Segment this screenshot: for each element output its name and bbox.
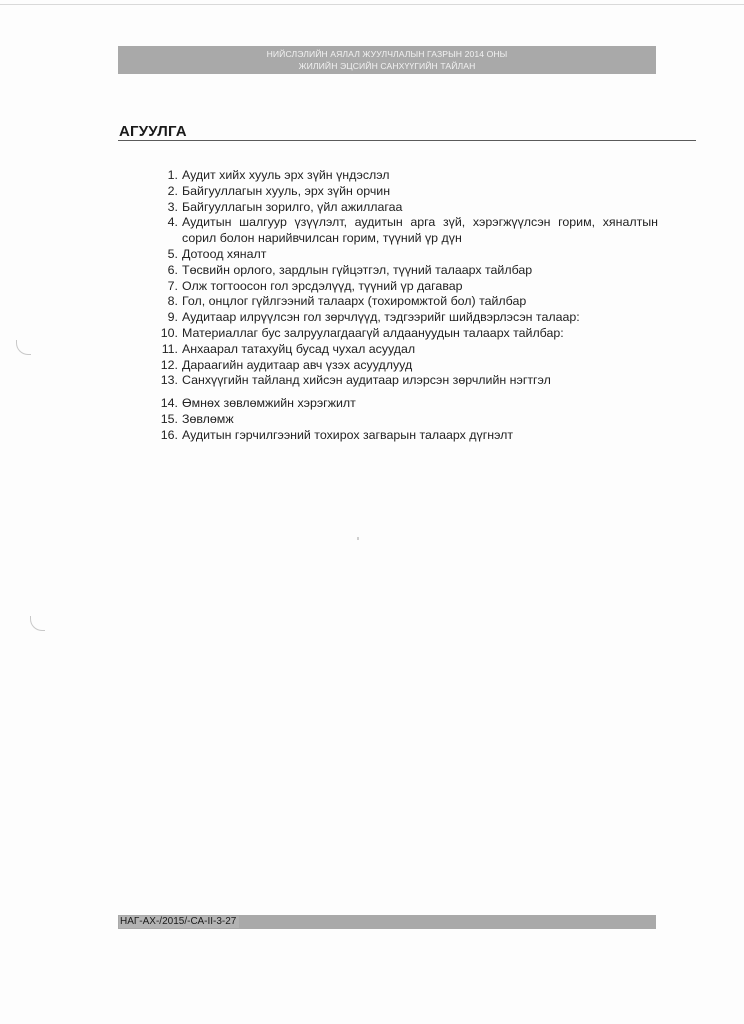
toc-item bbox=[158, 279, 658, 295]
toc-item-number: 10. bbox=[160, 325, 178, 340]
toc-item-number: 2. bbox=[167, 183, 178, 198]
table-of-contents bbox=[158, 168, 658, 444]
toc-item-number: 3. bbox=[167, 199, 178, 214]
toc-item bbox=[158, 342, 658, 358]
toc-item bbox=[158, 200, 658, 216]
toc-item-text: Аудитын гэрчилгээний тохирох загварын талаарх дүгнэлт bbox=[182, 427, 514, 442]
toc-item-text: Байгууллагын зорилго, үйл ажиллагаа bbox=[182, 199, 403, 214]
toc-item-text: Дараагийн аудитаар авч үзэх асуудлууд bbox=[182, 357, 413, 372]
document-code: НАГ-АХ-/2015/-СА-II-3-27 bbox=[119, 916, 239, 928]
toc-item bbox=[158, 412, 658, 428]
toc-item bbox=[158, 184, 658, 200]
toc-item-number: 8. bbox=[167, 294, 178, 309]
toc-item-text: Зөвлөмж bbox=[182, 411, 234, 426]
toc-item-number: 14. bbox=[160, 396, 178, 411]
toc-item-number: 12. bbox=[160, 357, 178, 372]
toc-item-text: Аудитын шалгуур үзүүлэлт, аудитын арга зүй, хэрэгжүүлсэн горим, хяналтын сорил болон нарийвчилсан горим, түүний үр дүн bbox=[182, 215, 658, 246]
toc-item bbox=[158, 168, 658, 184]
toc-item-text: Байгууллагын хууль, эрх зүйн орчин bbox=[182, 183, 391, 198]
title-underline bbox=[118, 140, 696, 141]
toc-item-number: 5. bbox=[167, 246, 178, 261]
toc-item bbox=[158, 294, 658, 310]
toc-item-number: 15. bbox=[160, 411, 178, 426]
toc-item-number: 4. bbox=[167, 215, 178, 230]
toc-item bbox=[158, 310, 658, 326]
toc-item bbox=[158, 263, 658, 279]
toc-item-number: 16. bbox=[160, 427, 178, 442]
toc-item-number: 6. bbox=[167, 262, 178, 277]
toc-item-text: Анхаарал татахуйц бусад чухал асуудал bbox=[182, 341, 416, 356]
toc-item-text: Санхүүгийн тайланд хийсэн аудитаар илэрсэн зөрчлийн нэгтгэл bbox=[182, 373, 551, 388]
toc-item-number: 7. bbox=[167, 278, 178, 293]
toc-item-number: 9. bbox=[167, 310, 178, 325]
scan-top-edge bbox=[0, 4, 744, 5]
toc-item-text: Аудитаар илрүүлсэн гол зөрчлүүд, тэдгээрийг шийдвэрлэсэн талаар: bbox=[182, 310, 580, 325]
toc-item-text: Төсвийн орлого, зардлын гүйцэтгэл, түүний талаарх тайлбар bbox=[182, 262, 533, 277]
header-line-1: НИЙСЛЭЛИЙН АЯЛАЛ ЖУУЛЧЛАЛЫН ГАЗРЫН 2014 ОНЫ bbox=[266, 49, 508, 59]
punch-hole-mark bbox=[30, 616, 45, 631]
toc-item-number: 1. bbox=[167, 168, 178, 182]
report-header-band bbox=[118, 46, 656, 74]
toc-item bbox=[158, 428, 658, 444]
scan-speck bbox=[357, 537, 359, 540]
toc-item-text: Гол, онцлог гүйлгээний талаарх (тохиромжтой бол) тайлбар bbox=[182, 294, 527, 309]
page-title: АГУУЛГА bbox=[119, 123, 187, 140]
toc-item bbox=[158, 247, 658, 263]
toc-item-text: Олж тогтоосон гол эрсдэлүүд, түүний үр дагавар bbox=[182, 278, 463, 293]
toc-item-text: Дотоод хяналт bbox=[182, 246, 267, 261]
toc-item bbox=[158, 215, 658, 247]
toc-item bbox=[158, 326, 658, 342]
toc-item bbox=[158, 358, 658, 374]
punch-hole-mark bbox=[16, 340, 31, 355]
toc-item-text: Аудит хийх хууль эрх зүйн үндэслэл bbox=[182, 168, 390, 182]
toc-item-text: Өмнөх зөвлөмжийн хэрэгжилт bbox=[182, 396, 356, 411]
toc-item bbox=[158, 396, 658, 412]
toc-item-number: 11. bbox=[161, 341, 178, 356]
toc-item-number: 13. bbox=[160, 373, 178, 388]
toc-item bbox=[158, 373, 658, 389]
toc-item-text: Материаллаг бус залруулагдаагүй алдаануудын талаарх тайлбар: bbox=[182, 325, 564, 340]
header-line-2: ЖИЛИЙН ЭЦСИЙН САНХҮҮГИЙН ТАЙЛАН bbox=[298, 61, 476, 71]
